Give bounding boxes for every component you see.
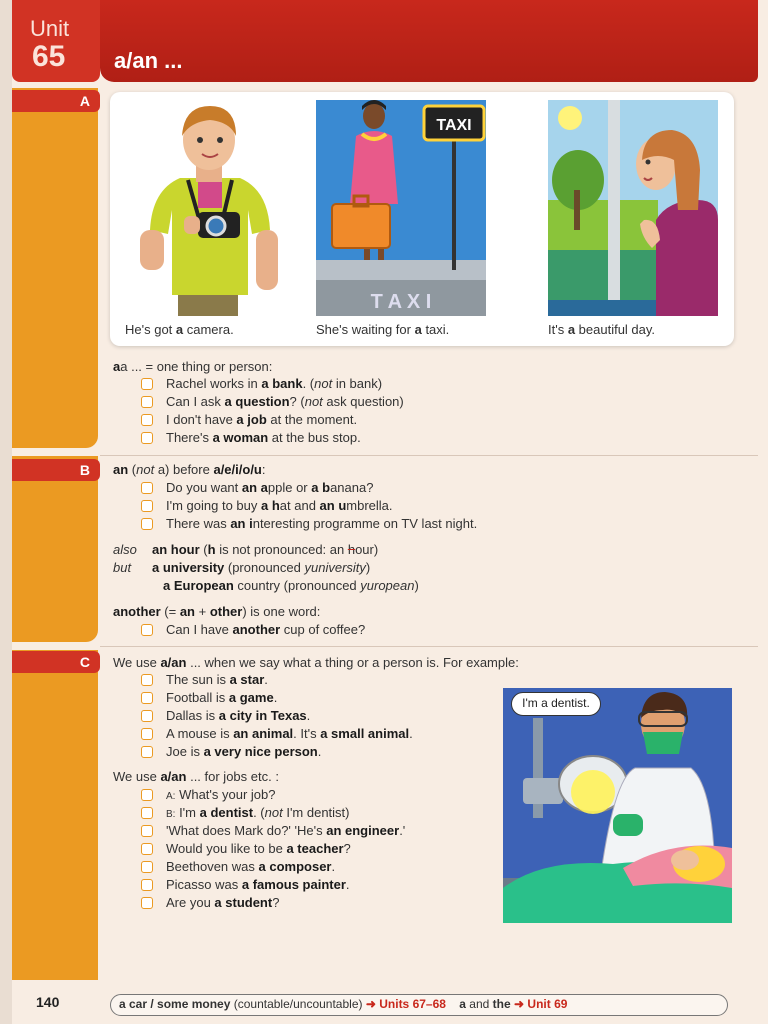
example-sentence: Football is a game. (166, 690, 278, 705)
taxi-stop-illustration (316, 100, 486, 316)
checkbox (141, 692, 153, 704)
checkbox (141, 624, 153, 636)
window-view-illustration (548, 100, 718, 316)
arrow-icon: ➜ (365, 997, 376, 1011)
checkbox (141, 825, 153, 837)
example-sentence: The sun is a star. (166, 672, 268, 687)
checkbox (141, 879, 153, 891)
unit-number: 65 (32, 40, 66, 73)
page-edge (0, 0, 12, 1024)
checkbox (141, 807, 153, 819)
another-example: Can I have another cup of coffee? (166, 622, 366, 637)
page-title: a/an ... (114, 48, 183, 73)
camera-man-illustration (130, 100, 300, 316)
checkbox (141, 861, 153, 873)
link-unit-69[interactable]: Unit 69 (527, 997, 568, 1011)
example-sentence: There's a woman at the bus stop. (166, 430, 361, 445)
section-b-intro: an (not a) before a/e/i/o/u: (113, 462, 266, 477)
ref-description: (countable/uncountable) (230, 997, 366, 1011)
example-sentence: B: I'm a dentist. (not I'm dentist) (166, 805, 350, 820)
example-sentence: Do you want an apple or a banana? (166, 480, 374, 495)
section-b-tab: B (12, 459, 100, 481)
speech-bubble: I'm a dentist. (511, 692, 601, 716)
taxi-sign-text: TAXI (436, 117, 472, 134)
checkbox (141, 710, 153, 722)
checkbox (141, 414, 153, 426)
example-sentence: Rachel works in a bank. (not in bank) (166, 376, 383, 391)
example-sentence: Dallas is a city in Texas. (166, 708, 311, 723)
unit-badge (12, 0, 100, 82)
caption-day: It's a beautiful day. (548, 322, 656, 337)
checkbox (141, 843, 153, 855)
arrow-icon: ➜ (514, 997, 525, 1011)
example-sentence: Beethoven was a composer. (166, 859, 336, 874)
checkbox (141, 396, 153, 408)
also-example: an hour (h is not pronounced: an hour) (152, 542, 379, 557)
caption-taxi: She's waiting for a taxi. (316, 322, 450, 337)
example-sentence: 'What does Mark do?' 'He's an engineer.' (166, 823, 406, 838)
cross-reference-bar (110, 994, 728, 1016)
page-number: 140 (36, 994, 60, 1010)
caption-camera: He's got a camera. (125, 322, 234, 337)
but-note: but (113, 560, 132, 575)
checkbox (141, 674, 153, 686)
checkbox (141, 482, 153, 494)
section-c-margin (12, 650, 98, 980)
example-sentence: Would you like to be a teacher? (166, 841, 351, 856)
link-units-67-68[interactable]: Units 67–68 (379, 997, 446, 1011)
example-sentence: Are you a student? (166, 895, 280, 910)
example-sentence: A: What's your job? (166, 787, 276, 802)
example-sentence: A mouse is an animal. It's a small animal. (166, 726, 413, 741)
section-b-margin (12, 456, 98, 642)
ref-topic-a: a (459, 997, 466, 1011)
but-example-university: a university (pronounced yuniversity) (152, 560, 371, 575)
checkbox (141, 728, 153, 740)
checkbox (141, 518, 153, 530)
checkbox (141, 500, 153, 512)
intro-text: a ... = one thing or person: (120, 359, 273, 374)
jobs-intro: We use a/an ... for jobs etc. : (113, 769, 279, 784)
dentist-illustration (503, 688, 732, 923)
example-sentence: Joe is a very nice person. (166, 744, 322, 759)
section-divider (100, 455, 758, 456)
section-divider (100, 646, 758, 647)
also-note: also (113, 542, 137, 557)
unit-label: Unit (30, 16, 70, 41)
example-sentence: Picasso was a famous painter. (166, 877, 350, 892)
example-sentence: I don't have a job at the moment. (166, 412, 358, 427)
section-c-tab: C (12, 651, 100, 673)
illustration-panel (110, 92, 734, 346)
example-sentence: Can I ask a question? (not ask question) (166, 394, 404, 409)
checkbox (141, 378, 153, 390)
section-a-margin (12, 88, 98, 448)
section-a-intro: aa ... = one thing or person: (113, 359, 273, 374)
example-sentence: I'm going to buy a hat and an umbrella. (166, 498, 393, 513)
example-sentence: There was an interesting programme on TV last night. (166, 516, 478, 531)
checkbox (141, 789, 153, 801)
section-c-intro: We use a/an ... when we say what a thing or a person is. For example: (113, 655, 519, 670)
checkbox (141, 432, 153, 444)
section-a-tab: A (12, 90, 100, 112)
checkbox (141, 746, 153, 758)
ref-topic-countable: a car / some money (119, 997, 231, 1011)
ref-topic-the: the (492, 997, 511, 1011)
another-rule: another (= an + other) is one word: (113, 604, 321, 619)
road-marking-text: T A X I (370, 291, 432, 313)
title-bar (100, 0, 758, 82)
checkbox (141, 897, 153, 909)
ref-and: and (465, 997, 493, 1011)
but-example-european: a European country (pronounced yuropean) (163, 578, 419, 593)
